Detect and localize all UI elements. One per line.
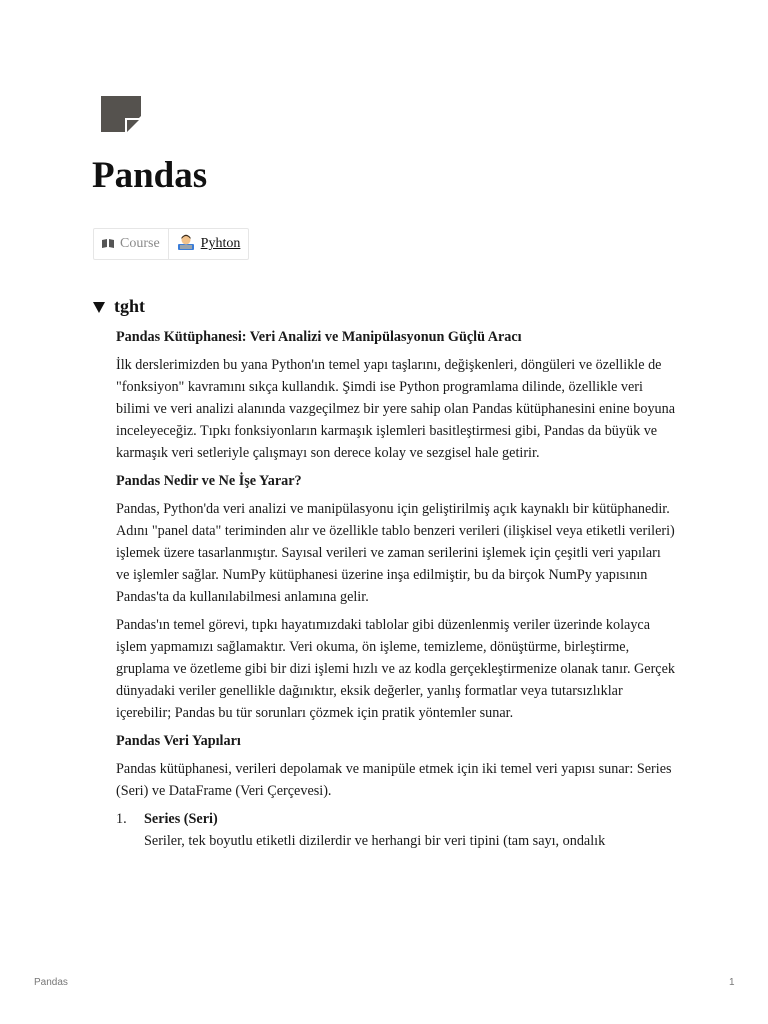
book-icon	[102, 237, 114, 252]
paragraph: Pandas kütüphanesi, verileri depolamak ve manipüle etmek için iki temel veri yapısı sunar: Series (Seri) ve DataFrame (Veri Çerçevesi).	[116, 761, 672, 799]
section-heading: Pandas Kütüphanesi: Veri Analizi ve Manipülasyonun Güçlü Aracı	[116, 329, 522, 345]
sticky-note-icon	[101, 96, 141, 132]
section-heading: Pandas Veri Yapıları	[116, 733, 241, 749]
page-number: 1	[729, 977, 735, 988]
list-item-title: Series (Seri)	[144, 811, 218, 827]
list-item-text: Seriler, tek boyutlu etiketli dizilerdir ve herhangi bir veri tipini (tam sayı, ondalık	[144, 833, 606, 849]
technologist-emoji-icon	[177, 234, 195, 254]
property-course	[94, 229, 168, 259]
list-number: 1.	[116, 811, 127, 827]
paragraph: Pandas, Python'da veri analizi ve manipülasyonu için geliştirilmiş açık kaynaklı bir kütüphanedir. Adını "panel data" teriminden alır ve özellikle tablo benzeri verileri (ilişkisel veya etiketli verileri) işlemek üzere tasarlanmıştır. Sayısal verileri ve zaman serilerini işlemek için çeşitli veri yapıları ve işlemler sağlar. NumPy kütüphanesi üzerine inşa edilmiştir, bu da birçok NumPy yapısının Pandas'ta da kullanılabilmesi anlamına gelir.	[116, 501, 675, 605]
paragraph: İlk derslerimizden bu yana Python'ın temel yapı taşlarını, değişkenleri, döngüleri ve özellikle de "fonksiyon" kavramını sıkça kullandık. Şimdi ise Python programlama dilinde, özellikle veri bilimi ve veri analizi alanında vazgeçilmez bir yere sahip olan Pandas kütüphanesini enine boyuna inceleyeceğiz. Tıpkı fonksiyonların karmaşık işlemleri basitleştirmesi gibi, Pandas da büyük ve karmaşık veri setleriyle çalışmayı son derece kolay ve sezgisel hale getirir.	[116, 357, 676, 461]
toggle-content	[116, 326, 676, 852]
paragraph: Pandas'ın temel görevi, tıpkı hayatımızdaki tablolar gibi düzenlenmiş veriler üzerinde kolayca işlem yapmamızı sağlamaktır. Veri okuma, ön işleme, temizleme, dönüştürme, birleştirme, gruplama ve özetleme gibi bir dizi işlemi hızlı ve az kodla gerçekleştirmenize olanak tanır. Gerçek dünyadaki veriler genellikle dağınıktır, eksik değerler, yanlış formatlar veya tutarsızlıklar içerebilir; Pandas bu tür sorunları çözmek için pratik yöntemler sunar.	[116, 617, 675, 721]
toggle-label: tght	[114, 296, 145, 316]
property-course-label: Course	[120, 236, 160, 251]
footer-title: Pandas	[34, 977, 68, 988]
list-item	[116, 808, 676, 852]
property-python-link[interactable]: Pyhton	[200, 236, 241, 251]
property-bar	[93, 228, 249, 260]
toggle-triangle-icon[interactable]	[93, 302, 105, 313]
section-heading: Pandas Nedir ve Ne İşe Yarar?	[116, 473, 302, 489]
toggle-block[interactable]	[93, 296, 145, 317]
property-python[interactable]	[168, 229, 249, 259]
page-title: Pandas	[92, 155, 208, 196]
numbered-list	[116, 808, 676, 852]
